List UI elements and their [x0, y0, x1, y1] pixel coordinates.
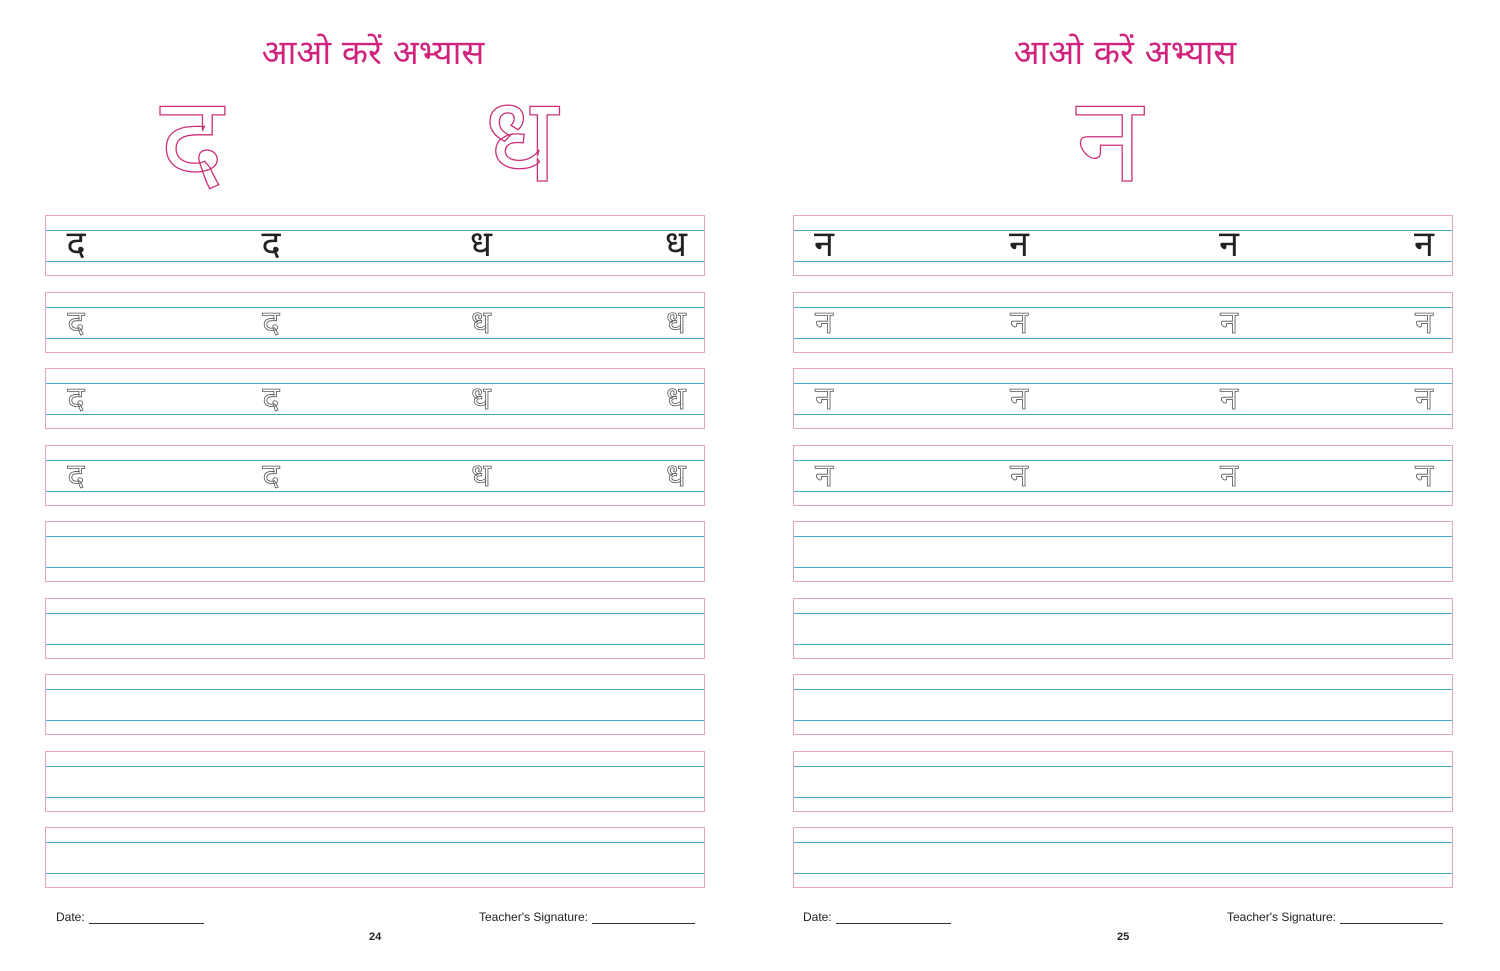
- model-letter-na: न: [1076, 71, 1143, 210]
- rule-line: [46, 261, 704, 262]
- date-line[interactable]: [89, 911, 204, 924]
- writing-row[interactable]: [45, 445, 705, 506]
- rule-line: [46, 689, 704, 690]
- trace-letter: ध: [471, 379, 491, 417]
- rule-line: [794, 491, 1452, 492]
- rule-line: [794, 567, 1452, 568]
- rule-line: [794, 613, 1452, 614]
- trace-letter: न: [815, 455, 833, 494]
- rule-line: [46, 842, 704, 843]
- trace-letter: ध: [666, 302, 686, 341]
- date-field: [56, 910, 204, 924]
- right-page: [750, 0, 1500, 971]
- date-label: Date:: [803, 910, 832, 924]
- page-number: 25: [1117, 931, 1130, 943]
- rule-line: [794, 873, 1452, 874]
- rule-line: [794, 720, 1452, 721]
- trace-letter: ध: [666, 455, 686, 494]
- date-field: [803, 910, 951, 924]
- trace-letter: द: [67, 302, 85, 341]
- rule-line: [794, 460, 1452, 461]
- rule-line: [46, 873, 704, 874]
- date-label: Date:: [56, 910, 85, 924]
- trace-letter: न: [1415, 455, 1433, 494]
- writing-row[interactable]: [45, 598, 705, 659]
- rule-line: [46, 307, 704, 308]
- writing-row[interactable]: [45, 368, 705, 429]
- rule-line: [46, 720, 704, 721]
- rule-line: [46, 797, 704, 798]
- letter: न: [1009, 224, 1029, 265]
- rule-line: [46, 338, 704, 339]
- trace-letter: ध: [471, 455, 491, 494]
- trace-letter: न: [1010, 379, 1028, 417]
- page-number: 24: [369, 931, 382, 943]
- rule-line: [46, 536, 704, 537]
- trace-letter: न: [1010, 302, 1028, 341]
- trace-letter: ध: [471, 302, 491, 341]
- rule-line: [46, 230, 704, 231]
- date-line[interactable]: [836, 911, 951, 924]
- writing-row[interactable]: [45, 215, 705, 276]
- letter: ध: [469, 224, 493, 265]
- writing-row[interactable]: [793, 215, 1453, 276]
- trace-letter: द: [262, 302, 280, 341]
- signature-field: [479, 910, 695, 924]
- page-title: आओ करें अभ्यास: [261, 33, 485, 73]
- rule-line: [794, 797, 1452, 798]
- writing-row[interactable]: [45, 521, 705, 582]
- rule-line: [46, 644, 704, 645]
- rule-line: [794, 230, 1452, 231]
- writing-row[interactable]: [45, 827, 705, 888]
- trace-letter: द: [262, 455, 280, 494]
- page-title: आओ करें अभ्यास: [1013, 33, 1237, 73]
- trace-letter: न: [1220, 379, 1238, 417]
- writing-row[interactable]: [45, 674, 705, 735]
- rule-line: [46, 567, 704, 568]
- letter: द: [66, 224, 86, 265]
- trace-letter: द: [67, 379, 85, 417]
- trace-letter: न: [1220, 302, 1238, 341]
- rule-line: [46, 460, 704, 461]
- rule-line: [46, 383, 704, 384]
- writing-row[interactable]: [793, 751, 1453, 812]
- rule-line: [794, 689, 1452, 690]
- rule-line: [794, 338, 1452, 339]
- rule-line: [46, 491, 704, 492]
- writing-row[interactable]: [793, 674, 1453, 735]
- trace-letter: न: [1415, 379, 1433, 417]
- trace-letter: न: [1415, 302, 1433, 341]
- trace-letter: न: [815, 302, 833, 341]
- rule-line: [794, 261, 1452, 262]
- signature-label: Teacher's Signature:: [479, 910, 589, 924]
- letter: ध: [664, 224, 688, 265]
- trace-letter: ध: [666, 379, 686, 417]
- rule-line: [794, 536, 1452, 537]
- letter: न: [814, 224, 834, 265]
- writing-row[interactable]: [45, 751, 705, 812]
- rule-line: [46, 766, 704, 767]
- writing-row[interactable]: [793, 368, 1453, 429]
- trace-letter: न: [1220, 455, 1238, 494]
- writing-row[interactable]: [793, 827, 1453, 888]
- rule-line: [794, 644, 1452, 645]
- letter: न: [1414, 224, 1434, 265]
- rule-line: [794, 307, 1452, 308]
- letter: न: [1219, 224, 1239, 265]
- rule-line: [794, 414, 1452, 415]
- letter: द: [261, 224, 281, 265]
- writing-row[interactable]: [793, 521, 1453, 582]
- rule-line: [794, 383, 1452, 384]
- writing-row[interactable]: [793, 445, 1453, 506]
- trace-letter: न: [815, 379, 833, 417]
- trace-letter: न: [1010, 455, 1028, 494]
- signature-line[interactable]: [592, 911, 695, 924]
- rule-line: [46, 414, 704, 415]
- rule-line: [46, 613, 704, 614]
- signature-label: Teacher's Signature:: [1227, 910, 1337, 924]
- writing-row[interactable]: [45, 292, 705, 353]
- model-letter-da: द: [160, 71, 224, 210]
- trace-letter: द: [67, 455, 85, 494]
- rule-line: [794, 766, 1452, 767]
- writing-row[interactable]: [793, 292, 1453, 353]
- rule-line: [794, 842, 1452, 843]
- signature-line[interactable]: [1340, 911, 1443, 924]
- writing-row[interactable]: [793, 598, 1453, 659]
- trace-letter: द: [262, 379, 280, 417]
- model-letter-dha: ध: [484, 71, 558, 210]
- signature-field: [1227, 910, 1443, 924]
